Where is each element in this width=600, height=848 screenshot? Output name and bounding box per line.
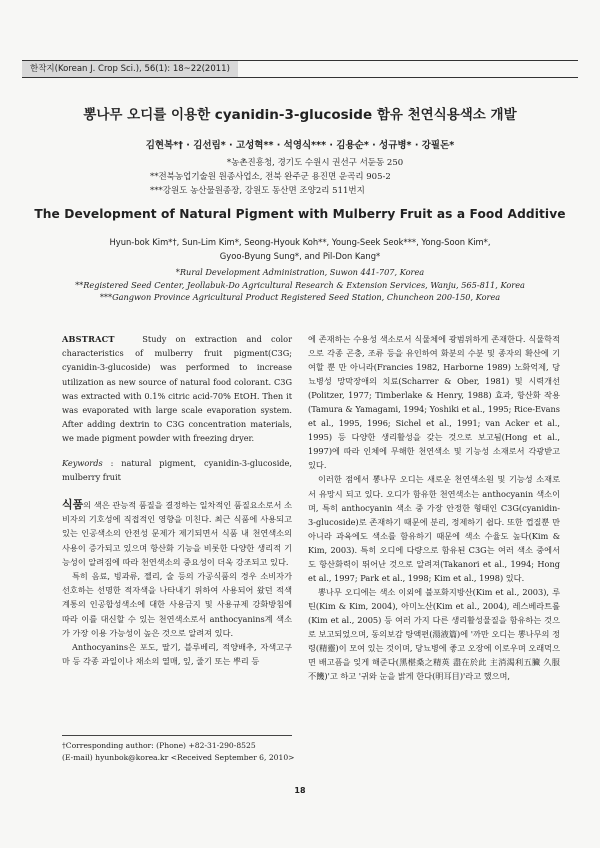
abstract-text: Study on extraction and color characteristics of mulberry fruit pigment(C3G; cyanidin-3-glucoside) was performed to increase utilization as new source of natural food colorant. C3G was extracted with 0.1% citric acid-70% EtOH. Then it was evaporated with large scale evaporation system. After adding dextrin to C3G concentration materials, we made pigment powder with freezing dryer.	[62, 334, 292, 444]
intro-text-1: 의 색은 관능적 품질을 결정하는 일차적인 품질요소로서 소비자의 기호성에 직접적인 영향을 미친다. 최근 식품에 사용되고 있는 인공색소의 안전성 문제가 제기되면서 식품 내 천연색소의 사용이 증가되고 있으며 항산화 기능을 비롯한 다양한 생리적 기능성이 알려짐에 따라 천연색소의 중요성이 더욱 강조되고 있다.	[62, 500, 292, 567]
english-title: The Development of Natural Pigment with Mulberry Fruit as a Food Additive	[34, 207, 566, 221]
intro-paragraph-6: 뽕나무 오디에는 색소 이외에 불포화지방산(Kim et al., 2003), 루틴(Kim & Kim, 2004), 아미노산(Kim et al., 2004), 레스베라트롤(Kim et al., 2005) 등 여러 가지 다른 생리활성물질을 함유하는 것으로 보고되었으며, 동의보감 탕액편(湯液篇)에 '까만 오디는 뽕나무의 정령(精靈)이 모여 있는 것이며, 당뇨병에 좋고 오장에 이로우며 오래먹으면 배고픔을 잊게 해준다(黑椹桑之精英 盡在於此 主消渴利五臟 久服不饑)'고 하고 '귀와 눈을 밝게 한다(明耳目)'라고 했으며,	[308, 586, 560, 682]
journal-citation: 한작지(Korean J. Crop Sci.), 56(1): 18~22(2011)	[22, 61, 238, 77]
footnote-line-1: †Corresponding author: (Phone) +82-31-290-8525	[62, 741, 256, 750]
intro-paragraph-5: 이러한 점에서 뽕나무 오디는 새로운 천연색소원 및 기능성 소재로서 유망시 되고 있다. 오디가 함유한 천연색소는 anthocyanin 색소이며, 특히 anthocyanin 색소 중 가장 안정한 형태인 C3G(cyanidin-3-glucoside)로 존재하기 때문에 분리, 정제하기 쉽다. 또한 껍질뿐 만 아니라 과육에도 색소를 함유하기 때문에 색소 수율도 높다(Kim & Kim, 2003). 특히 오디에 다량으로 함유된 C3G는 여러 색소 중에서도 항산화력이 뛰어난 것으로 알려져(Takanori et al., 1994; Hong et al., 1997; Park et al., 1998; Kim et al., 1998) 있다.	[308, 474, 560, 583]
korean-affiliation-2: **전북농업기술원 원종사업소, 전북 완주군 용진면 운곡리 905-2	[150, 172, 391, 182]
english-authors-line-1: Hyun-bok Kim*†, Sun-Lim Kim*, Seong-Hyouk Koh**, Young-Seek Seok***, Yong-Soon Kim*,	[109, 237, 491, 247]
korean-affiliations	[150, 156, 480, 198]
intro-paragraph-1	[62, 498, 292, 569]
english-affiliation-1: *Rural Development Administration, Suwon 441-707, Korea	[175, 267, 425, 277]
english-authors	[40, 235, 560, 263]
right-column	[308, 332, 560, 683]
page-number: 18	[294, 786, 306, 795]
footnote	[62, 740, 298, 764]
keywords	[62, 456, 292, 484]
footnote-divider	[62, 735, 292, 736]
intro-paragraph-2: 특히 음료, 빙과류, 젤리, 술 등의 가공식품의 경우 소비자가 선호하는 선명한 적자색을 나타내기 위하여 사용되어 왔던 적색계통의 인공합성색소에 대한 사용금지 및 사용규제 강화방침에 따라 이를 대신할 수 있는 천연색소로서 anthocyanins계 색소가 가장 이용 가능성이 높은 것으로 알려져 있다.	[62, 571, 292, 638]
korean-title: 뽕나무 오디를 이용한 cyanidin-3-glucoside 함유 천연식용색소 개발	[83, 107, 517, 123]
korean-affiliation-3: ***강원도 농산물원종장, 강원도 동산면 조양2리 511번지	[150, 186, 365, 196]
keywords-text: : natural pigment, cyanidin-3-glucoside, mulberry fruit	[62, 457, 292, 482]
intro-paragraph-3: Anthocyanins은 포도, 딸기, 블루베리, 적양배추, 자색고구마 등 각종 과일이나 채소의 열매, 잎, 줄기 또는 뿌리 등	[62, 642, 292, 667]
journal-header-bar	[22, 60, 578, 78]
left-column	[62, 332, 292, 668]
english-authors-line-2: Gyoo-Byung Sung*, and Pil-Don Kang*	[219, 251, 381, 261]
keywords-label: Keywords	[62, 457, 103, 468]
abstract	[62, 332, 292, 446]
korean-affiliation-1: *농촌진흥청, 경기도 수원시 권선구 서둔동 250	[226, 158, 404, 168]
abstract-heading: ABSTRACT	[62, 334, 115, 344]
english-affiliations	[30, 266, 570, 304]
english-affiliation-3: ***Gangwon Province Agricultural Product Registered Seed Station, Chuncheon 200-150, Korea	[99, 292, 501, 302]
intro-paragraph-4: 에 존재하는 수용성 색소로서 식물체에 광범위하게 존재한다. 식물학적으로 각종 곤충, 조류 등을 유인하여 화분의 수분 및 종자의 확산에 기여할 뿐 만 아니라(Francies 1982, Harborne 1989) 노화억제, 당뇨병성 망막장애의 치료(Scharrer & Ober, 1981) 및 시력개선(Politzer, 1977; Timberlake & Henry, 1988) 효과, 항산화 작용(Tamura & Yamagami, 1994; Yoshiki et al., 1995; Rice-Evans et al., 1995, 1996; Sichel et al., 1991; van Acker et al., 1995) 등 다양한 생리활성을 갖는 것으로 보고됨(Hong et al., 1997)에 따라 인체에 무해한 천연색소 및 기능성 소재로서 각광받고 있다.	[308, 334, 560, 471]
korean-authors: 김현복*† · 김선림* · 고성혁** · 석영식*** · 김용순* · 성규병* · 강필돈*	[145, 140, 455, 151]
footnote-line-2: (E-mail) hyunbok@korea.kr <Received September 6, 2010>	[62, 753, 295, 762]
english-affiliation-2: **Registered Seed Center, Jeollabuk-Do Agricultural Research & Extension Services, Wanju, 565-811, Korea	[75, 279, 525, 290]
dropcap-word: 식품	[62, 498, 84, 512]
